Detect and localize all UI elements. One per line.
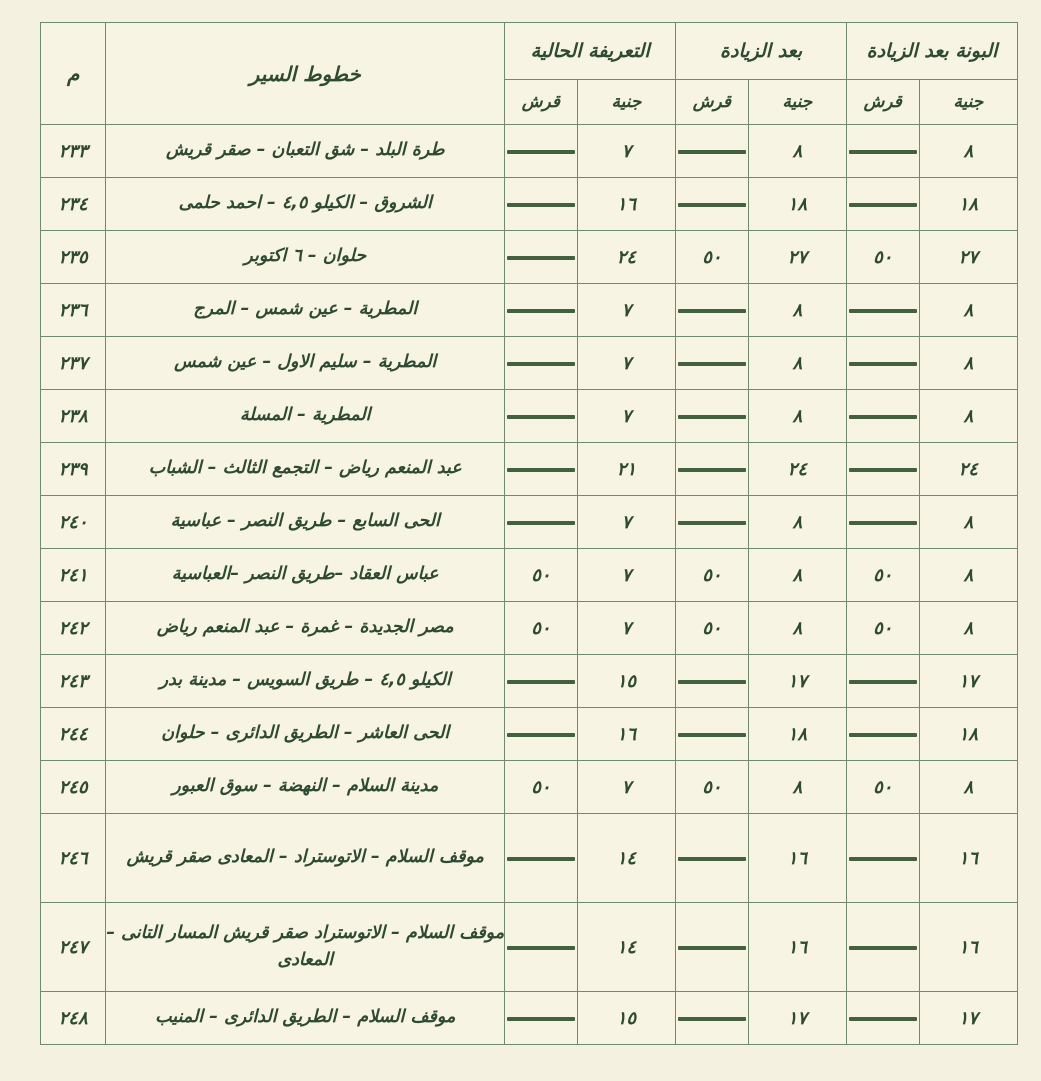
cell-bonus-pound: ١٦	[919, 903, 1017, 992]
empty-dash-mark	[849, 468, 917, 472]
header-routes: خطوط السير	[106, 23, 505, 125]
header-bonus-after-increase: البونة بعد الزيادة	[847, 23, 1018, 80]
cell-bonus-pound: ٢٧	[919, 231, 1017, 284]
cell-after-pound: ٨	[748, 549, 846, 602]
header-current-tariff: التعريفة الحالية	[505, 23, 676, 80]
cell-after-piastre	[676, 337, 749, 390]
table-row	[41, 708, 1018, 761]
cell-after-pound: ٨	[748, 337, 846, 390]
cell-after-piastre	[676, 655, 749, 708]
cell-row-number: ٢٤٠	[41, 496, 106, 549]
cell-current-piastre	[505, 903, 578, 992]
empty-dash-mark	[678, 468, 746, 472]
cell-current-piastre	[505, 231, 578, 284]
cell-bonus-pound: ٨	[919, 549, 1017, 602]
table-row	[41, 443, 1018, 496]
cell-route-name: المطرية – المسلة	[106, 390, 505, 443]
cell-current-pound: ٧	[577, 337, 675, 390]
cell-current-pound: ٢١	[577, 443, 675, 496]
cell-bonus-piastre: ٥٠	[847, 549, 920, 602]
table-row	[41, 284, 1018, 337]
cell-bonus-piastre	[847, 903, 920, 992]
cell-current-pound: ٧	[577, 284, 675, 337]
cell-bonus-piastre	[847, 178, 920, 231]
cell-bonus-piastre	[847, 390, 920, 443]
cell-after-piastre	[676, 496, 749, 549]
empty-dash-mark	[507, 309, 575, 313]
table-row	[41, 903, 1018, 992]
subheader-bonus-pound: جنية	[919, 80, 1017, 125]
empty-dash-mark	[678, 415, 746, 419]
cell-current-piastre	[505, 814, 578, 903]
cell-current-piastre: ٥٠	[505, 602, 578, 655]
cell-bonus-piastre	[847, 284, 920, 337]
cell-after-pound: ٨	[748, 125, 846, 178]
empty-dash-mark	[678, 150, 746, 154]
empty-dash-mark	[678, 1017, 746, 1021]
cell-after-piastre	[676, 284, 749, 337]
cell-row-number: ٢٣٦	[41, 284, 106, 337]
cell-after-pound: ٢٤	[748, 443, 846, 496]
cell-route-name: المطرية – سليم الاول – عين شمس	[106, 337, 505, 390]
empty-dash-mark	[678, 857, 746, 861]
empty-dash-mark	[507, 468, 575, 472]
empty-dash-mark	[507, 1017, 575, 1021]
cell-current-pound: ٧	[577, 496, 675, 549]
cell-bonus-pound: ٨	[919, 602, 1017, 655]
cell-row-number: ٢٣٣	[41, 125, 106, 178]
cell-after-pound: ٨	[748, 761, 846, 814]
cell-current-pound: ٧	[577, 549, 675, 602]
empty-dash-mark	[849, 1017, 917, 1021]
cell-bonus-pound: ٨	[919, 125, 1017, 178]
table-row	[41, 992, 1018, 1045]
empty-dash-mark	[507, 203, 575, 207]
empty-dash-mark	[507, 733, 575, 737]
cell-current-pound: ١٤	[577, 903, 675, 992]
cell-after-piastre: ٥٠	[676, 549, 749, 602]
cell-after-piastre	[676, 443, 749, 496]
cell-after-piastre	[676, 708, 749, 761]
header-row-number: م	[41, 23, 106, 125]
table-row	[41, 549, 1018, 602]
cell-bonus-piastre	[847, 496, 920, 549]
empty-dash-mark	[849, 150, 917, 154]
cell-current-pound: ٧	[577, 390, 675, 443]
empty-dash-mark	[849, 946, 917, 950]
cell-bonus-pound: ١٨	[919, 708, 1017, 761]
subheader-current-piastre: قرش	[505, 80, 578, 125]
cell-bonus-pound: ٨	[919, 496, 1017, 549]
cell-route-name: طرة البلد – شق التعبان – صقر قريش	[106, 125, 505, 178]
cell-route-name: الشروق – الكيلو ٤,٥ – احمد حلمى	[106, 178, 505, 231]
empty-dash-mark	[849, 415, 917, 419]
cell-bonus-piastre	[847, 708, 920, 761]
empty-dash-mark	[849, 309, 917, 313]
cell-bonus-piastre: ٥٠	[847, 602, 920, 655]
empty-dash-mark	[507, 521, 575, 525]
tariff-table	[40, 22, 1018, 1045]
empty-dash-mark	[678, 521, 746, 525]
cell-route-name: مدينة السلام – النهضة – سوق العبور	[106, 761, 505, 814]
empty-dash-mark	[507, 680, 575, 684]
cell-current-piastre	[505, 337, 578, 390]
table-row	[41, 602, 1018, 655]
cell-route-name: المطرية – عين شمس – المرج	[106, 284, 505, 337]
cell-route-name: الحى السابع – طريق النصر – عباسية	[106, 496, 505, 549]
cell-current-pound: ١٥	[577, 655, 675, 708]
cell-current-pound: ٧	[577, 125, 675, 178]
cell-after-pound: ١٧	[748, 655, 846, 708]
subheader-after-pound: جنية	[748, 80, 846, 125]
cell-current-piastre	[505, 655, 578, 708]
empty-dash-mark	[507, 415, 575, 419]
cell-bonus-pound: ٨	[919, 761, 1017, 814]
table-row	[41, 814, 1018, 903]
empty-dash-mark	[507, 857, 575, 861]
cell-row-number: ٢٣٩	[41, 443, 106, 496]
cell-route-name: موقف السلام – الطريق الدائرى – المنيب	[106, 992, 505, 1045]
cell-after-pound: ١٧	[748, 992, 846, 1045]
cell-after-pound: ١٦	[748, 814, 846, 903]
cell-route-name: عبد المنعم رياض – التجمع الثالث – الشباب	[106, 443, 505, 496]
table-row	[41, 231, 1018, 284]
cell-after-piastre	[676, 178, 749, 231]
cell-route-name: مصر الجديدة – غمرة – عبد المنعم رياض	[106, 602, 505, 655]
empty-dash-mark	[849, 680, 917, 684]
cell-bonus-piastre: ٥٠	[847, 761, 920, 814]
cell-bonus-piastre	[847, 992, 920, 1045]
empty-dash-mark	[507, 150, 575, 154]
cell-current-piastre	[505, 178, 578, 231]
empty-dash-mark	[849, 203, 917, 207]
empty-dash-mark	[507, 946, 575, 950]
table-row	[41, 125, 1018, 178]
empty-dash-mark	[849, 733, 917, 737]
cell-current-piastre	[505, 443, 578, 496]
cell-current-piastre	[505, 390, 578, 443]
cell-route-name: موقف السلام – الاتوستراد صقر قريش المسار التانى – المعادى	[106, 903, 505, 992]
cell-after-pound: ٨	[748, 390, 846, 443]
cell-row-number: ٢٤٢	[41, 602, 106, 655]
cell-route-name: حلوان – ٦ اكتوبر	[106, 231, 505, 284]
cell-after-piastre	[676, 992, 749, 1045]
cell-bonus-pound: ٨	[919, 390, 1017, 443]
empty-dash-mark	[849, 857, 917, 861]
cell-current-pound: ٢٤	[577, 231, 675, 284]
cell-current-piastre: ٥٠	[505, 549, 578, 602]
table-row	[41, 337, 1018, 390]
cell-current-piastre: ٥٠	[505, 761, 578, 814]
cell-bonus-pound: ١٨	[919, 178, 1017, 231]
cell-row-number: ٢٤٣	[41, 655, 106, 708]
cell-bonus-piastre: ٥٠	[847, 231, 920, 284]
cell-after-pound: ٨	[748, 284, 846, 337]
cell-row-number: ٢٤٤	[41, 708, 106, 761]
cell-bonus-pound: ١٧	[919, 992, 1017, 1045]
cell-bonus-piastre	[847, 125, 920, 178]
cell-row-number: ٢٤٥	[41, 761, 106, 814]
cell-after-piastre: ٥٠	[676, 231, 749, 284]
cell-route-name: الحى العاشر – الطريق الدائرى – حلوان	[106, 708, 505, 761]
header-group-row	[41, 23, 1018, 80]
cell-after-pound: ١٨	[748, 178, 846, 231]
cell-after-piastre	[676, 390, 749, 443]
cell-after-piastre	[676, 814, 749, 903]
cell-after-pound: ٢٧	[748, 231, 846, 284]
cell-row-number: ٢٤٦	[41, 814, 106, 903]
table-row	[41, 761, 1018, 814]
empty-dash-mark	[678, 946, 746, 950]
cell-row-number: ٢٤٧	[41, 903, 106, 992]
empty-dash-mark	[507, 256, 575, 260]
cell-after-piastre	[676, 903, 749, 992]
empty-dash-mark	[849, 521, 917, 525]
cell-route-name: الكيلو ٤,٥ – طريق السويس – مدينة بدر	[106, 655, 505, 708]
subheader-bonus-piastre: قرش	[847, 80, 920, 125]
cell-bonus-pound: ٢٤	[919, 443, 1017, 496]
cell-current-pound: ١٥	[577, 992, 675, 1045]
cell-after-piastre: ٥٠	[676, 761, 749, 814]
cell-bonus-piastre	[847, 655, 920, 708]
cell-current-pound: ١٦	[577, 178, 675, 231]
cell-row-number: ٢٣٥	[41, 231, 106, 284]
cell-after-pound: ٨	[748, 602, 846, 655]
empty-dash-mark	[678, 680, 746, 684]
cell-row-number: ٢٣٨	[41, 390, 106, 443]
subheader-after-piastre: قرش	[676, 80, 749, 125]
cell-row-number: ٢٣٤	[41, 178, 106, 231]
empty-dash-mark	[678, 203, 746, 207]
empty-dash-mark	[507, 362, 575, 366]
empty-dash-mark	[678, 362, 746, 366]
cell-bonus-pound: ٨	[919, 337, 1017, 390]
cell-bonus-piastre	[847, 443, 920, 496]
subheader-current-pound: جنية	[577, 80, 675, 125]
cell-route-name: موقف السلام – الاتوستراد – المعادى صقر قريش	[106, 814, 505, 903]
cell-current-piastre	[505, 992, 578, 1045]
cell-row-number: ٢٣٧	[41, 337, 106, 390]
table-row	[41, 178, 1018, 231]
cell-current-piastre	[505, 496, 578, 549]
cell-after-pound: ١٨	[748, 708, 846, 761]
table-row	[41, 655, 1018, 708]
cell-bonus-piastre	[847, 337, 920, 390]
table-row	[41, 496, 1018, 549]
cell-bonus-pound: ١٧	[919, 655, 1017, 708]
cell-row-number: ٢٤٨	[41, 992, 106, 1045]
empty-dash-mark	[678, 309, 746, 313]
table-row	[41, 390, 1018, 443]
cell-current-piastre	[505, 284, 578, 337]
cell-after-piastre: ٥٠	[676, 602, 749, 655]
cell-row-number: ٢٤١	[41, 549, 106, 602]
cell-bonus-pound: ١٦	[919, 814, 1017, 903]
cell-current-pound: ٧	[577, 602, 675, 655]
empty-dash-mark	[678, 733, 746, 737]
empty-dash-mark	[849, 362, 917, 366]
cell-current-piastre	[505, 125, 578, 178]
cell-route-name: عباس العقاد –طريق النصر –العباسية	[106, 549, 505, 602]
table-body	[41, 125, 1018, 1045]
table-head	[41, 23, 1018, 125]
cell-after-pound: ١٦	[748, 903, 846, 992]
cell-bonus-pound: ٨	[919, 284, 1017, 337]
cell-current-pound: ٧	[577, 761, 675, 814]
header-after-increase: بعد الزيادة	[676, 23, 847, 80]
cell-current-piastre	[505, 708, 578, 761]
cell-after-piastre	[676, 125, 749, 178]
cell-bonus-piastre	[847, 814, 920, 903]
cell-current-pound: ١٦	[577, 708, 675, 761]
cell-after-pound: ٨	[748, 496, 846, 549]
cell-current-pound: ١٤	[577, 814, 675, 903]
